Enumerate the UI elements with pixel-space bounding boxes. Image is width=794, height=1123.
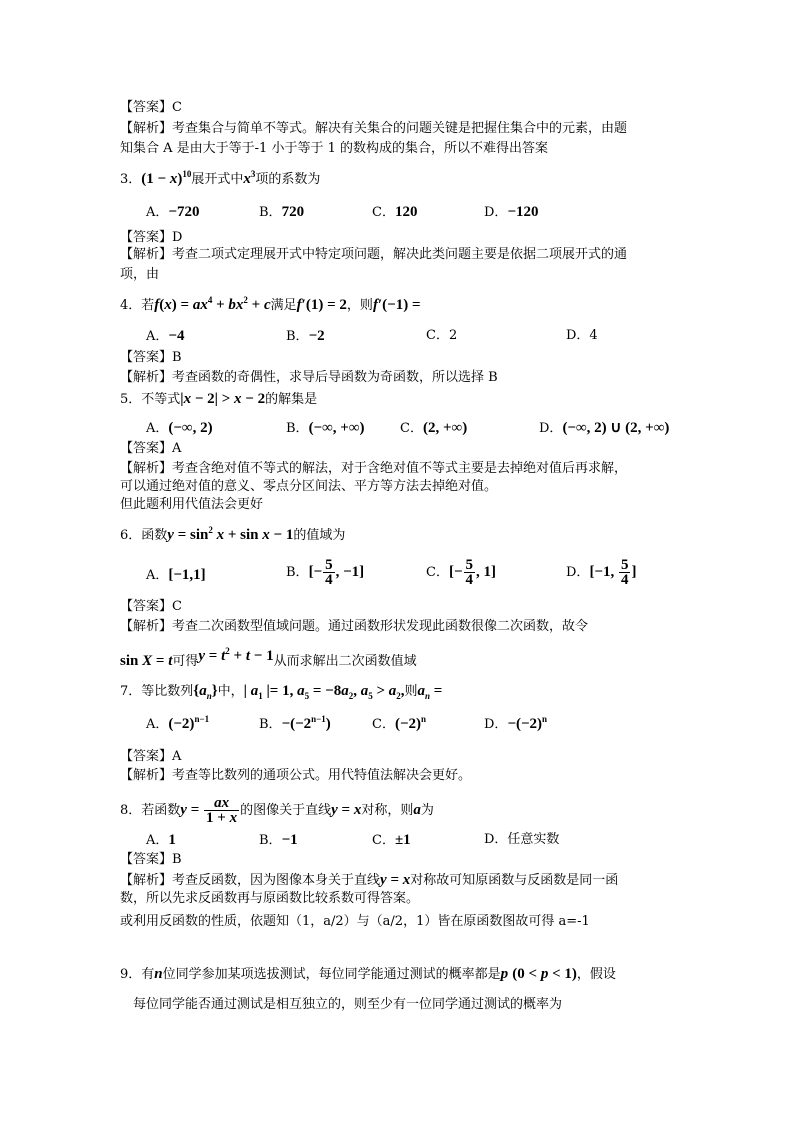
- answer-line: 【答案】C: [120, 100, 182, 115]
- analysis-line: 知集合 A 是由大于等于-1 小于等于 1 的数构成的集合，所以不难得出答案: [120, 141, 548, 156]
- analysis-line: sin X = t可得$y = t^2 + t - 1$从而求解出二次函数值域: [120, 646, 417, 669]
- question-5: 5．不等式|x − 2| > x − 2的解集是: [120, 391, 318, 407]
- analysis-line: 【解析】考查含绝对值不等式的解法，对于含绝对值不等式主要是去掉绝对值后再求解，: [120, 461, 628, 476]
- analysis-line: 【解析】考查集合与简单不等式。解决有关集合的问题关键是把握住集合中的元素，由题: [120, 121, 628, 136]
- question-9-cont: 每位同学能否通过测试是相互独立的，则至少有一位同学通过测试的概率为: [133, 997, 563, 1012]
- answer-line: 【答案】A: [120, 749, 182, 764]
- analysis-line: 但此题利用代值法会更好: [120, 497, 264, 512]
- analysis-line: 【解析】考查反函数，因为图像本身关于直线y = x对称故可知原函数与反函数是同一函: [120, 872, 619, 888]
- analysis-line: 或利用反函数的性质，依题知（1，a/2）与（a/2，1）皆在原函数图故可得 a=-1: [120, 914, 590, 929]
- answer-line: 【答案】C: [120, 599, 182, 614]
- answer-line: 【答案】B: [120, 350, 182, 365]
- question-8: 8．若函数y = $\frac{ax}{1 + x}$ 的图像关于直线y = x对称，则a为: [120, 795, 434, 826]
- question-9: 9．有n位同学参加某项选拔测试，每位同学能通过测试的概率都是p (0 < p < 1)，假设: [120, 966, 616, 982]
- question-3: 3．$(1 - x)^{10}$展开式中$x^3$项的系数为: [120, 169, 321, 187]
- analysis-line: 可以通过绝对值的意义、零点分区间法、平方等方法去掉绝对值。: [120, 479, 498, 494]
- question-6: 6．函数$y = \sin^2 x + \sin x - 1$的值域为: [120, 525, 346, 543]
- question-7: 7．等比数列$\{a_n\}$中，| $a_1$ |= 1, $a_5 = -8a_2$, $a_5 > a_2$,则$a_n$ =: [120, 683, 443, 701]
- analysis-line: 【解析】考查二项式定理展开式中特定项问题，解决此类问题主要是依据二项展开式的通: [120, 247, 628, 262]
- analysis-line: 【解析】考查二次函数型值域问题。通过函数形状发现此函数很像二次函数，故令: [120, 619, 589, 634]
- analysis-line: 数，所以先求反函数再与原函数比较系数可得答案。: [120, 891, 420, 906]
- analysis-line: 项，由: [120, 267, 160, 282]
- question-4: 4．若$f(x) = ax^4 + bx^2 + c$满足f′(1) = 2，则f′(−1) =: [120, 295, 421, 313]
- document-page: 【答案】C 【解析】考查集合与简单不等式。解决有关集合的问题关键是把握住集合中的元素，由题 知集合 A 是由大于等于-1 小于等于 1 的数构成的集合，所以不难得出答案 3．$(1 - x)^{10}$展开式中$x^3$项的系数为 A．−720 B．720 C．120 D．−120 【答案】D 【解析】考查二项式定理展开式中特定项问题，解决此类问题主要是依据二项展开式的通 项，由 4．若$f(x) = ax^4 + bx^2 + c$满足f′(1) = 2，则f′(−1) = A．−4 B．−2 C．2 D．4 【答案】B 【解析】考查函数的奇偶性，求导后导函数为奇函数，所以选择 B 5．不等式|x − 2| > x − 2的解集是 A．(−∞, 2) B．(−∞, +∞) C．(2, +∞) D．(−∞, 2) ∪ (2, +∞) 【答案】A 【解析】考查含绝对值不等式的解法，对于含绝对值不等式主要是去掉绝对值后再求解， 可以通过绝对值的意义、零点分区间法、平方等方法去掉绝对值。 但此题利用代值法会更好 6．函数$y = \sin^2 x + \sin x - 1$的值域为 A．[−1,1] B．[− $\frac{5}{4}$ , −1] C．[− $\frac{5}{4}$ , 1] D．[−1, $\frac{5}{4}$ ] 【答案】C 【解析】考查二次函数型值域问题。通过函数形状发现此函数很像二次函数，故令 sin X = t可得$y = t^2 + t - 1$从而求解出二次函数值域 7．等比数列$\{a_n\}$中，| $a_1$ |= 1, $a_5 = -8a_2$, $a_5 > a_2$,则$a_n$ = A．$(-2)^{n-1}$ B．$-(-2^{n-1})$ C．$(-2)^n$ D．$-(-2)^n$ 【答案】A 【解析】考查等比数列的通项公式。用代特值法解决会更好。 8．若函数y = $\frac{ax}{1 + x}$ 的图像关于直线y = x对称，则a为 A．1 B．−1 C．±1 D．任意实数 【答案】B 【解析】考查反函数，因为图像本身关于直线y = x对称故可知原函数与反函数是同一函 数，所以先求反函数再与原函数比较系数可得答案。 或利用反函数的性质，依题知（1，a/2）与（a/2，1）皆在原函数图故可得 a=-1 9．有n位同学参加某项选拔测试，每位同学能通过测试的概率都是p (0 < p < 1)，假设 每位同学能否通过测试是相互独立的，则至少有一位同学通过测试的概率为: [120, 100, 670, 1012]
- analysis-line: 【解析】考查函数的奇偶性，求导后导函数为奇函数，所以选择 B: [120, 370, 498, 385]
- answer-line: 【答案】A: [120, 441, 182, 456]
- answer-line: 【答案】B: [120, 852, 182, 867]
- answer-line: 【答案】D: [120, 230, 183, 245]
- analysis-line: 【解析】考查等比数列的通项公式。用代特值法解决会更好。: [120, 768, 472, 783]
